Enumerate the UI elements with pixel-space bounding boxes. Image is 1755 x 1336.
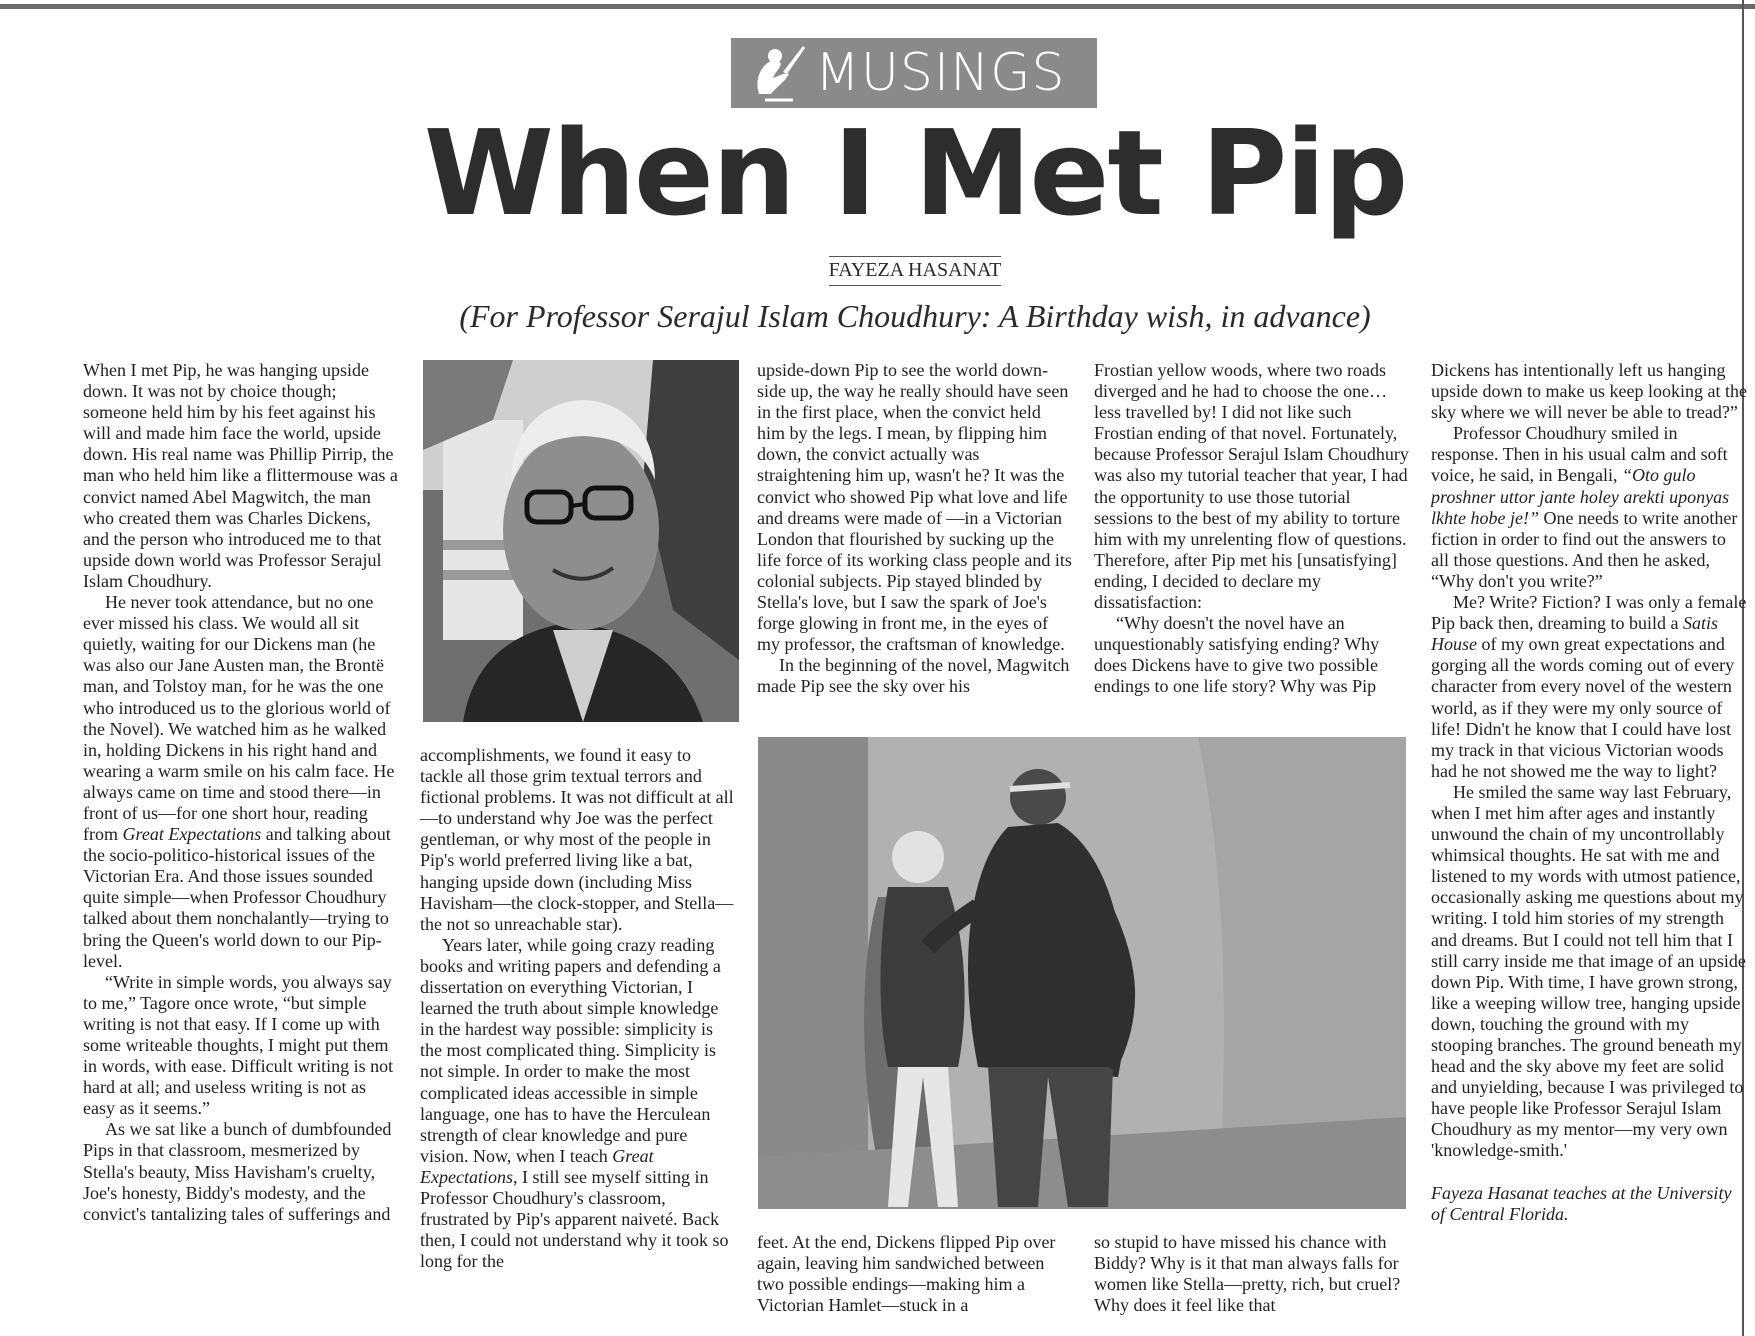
paragraph-text: One needs to write another fiction in order to find out the answers to all those questions. And then he asked, “Why don't you write?” — [1431, 507, 1738, 591]
byline-block — [0, 256, 1755, 286]
paragraph-text: He never took attendance, but no one ever missed his class. We would all sit quietly, waiting for our Dickens man (he was also our Jane Austen man, the Brontë man, and Tolstoy man, for he was the one who introduced us to the glorious world of the Novel). We watched him as he walked in, holding Dickens in his right hand and wearing a warm smile on his calm face. He always came on time and stood there—in front of us—for one short hour, reading from — [83, 592, 395, 845]
section-label: MUSINGS — [815, 43, 1066, 103]
writer-quill-icon — [745, 42, 809, 104]
column-5 — [1431, 360, 1747, 1318]
paragraph-text: , I still see myself sitting in Professor Choudhury's classroom, frustrated by Pip's apparent naiveté. Back then, I could not understand why it took so long for the — [420, 1166, 729, 1272]
paragraph — [420, 935, 736, 1273]
paragraph-text: Me? Write? Fiction? I was only a female Pip back then, dreaming to build a — [1431, 592, 1747, 634]
paragraph: “Why doesn't the novel have an unquestionably satisfying ending? Why does Dickens have to give two possible endings to one life story? Why was Pip — [1094, 613, 1380, 697]
paragraph: In the beginning of the novel, Magwitch made Pip see the sky over his — [757, 655, 1070, 697]
column-2 — [420, 745, 736, 1318]
article-title: When I Met Pip — [423, 104, 1407, 242]
book-title: Great Expectations — [122, 824, 262, 845]
column-1 — [83, 360, 399, 1318]
paragraph: Frostian yellow woods, where two roads diverged and he had to choose the one… less travelled by! I did not like such Frostian ending of that novel. Fortunately, because Professor Serajul Islam Choudhury was also my tutorial teacher that year, I had the opportunity to use those tutorial sessions to the best of my ability to torture him with my unrelenting flow of questions. Therefore, after Pip met his [unsatisfying] ending, I decided to declare my dissatisfaction: — [1094, 360, 1409, 613]
pip-and-convict-illustration — [758, 737, 1406, 1209]
paragraph-text: of my own great expectations and gorging all the words coming out of every character from every novel of the western world, as if they were my only source of life! Didn't he know that I could have lost my track in that vicious Victorian woods had he not showed me the way to light? — [1431, 634, 1735, 781]
paragraph-text: and talking about the socio-politico-historical issues of the Victorian Era. And those issues sounded quite simple—when Professor Choudhury talked about them nonchalantly—trying to bring the Queen's world down to our Pip-level. — [83, 824, 391, 971]
paragraph: He smiled the same way last February, when I met him after ages and instantly unwound the chain of my uncontrollably whimsical thoughts. He sat with me and listened to my words with utmost patience, occasionally asking me questions about my writing. I told him stories of my strength and dreams. But I could not tell him that I still carry inside me that image of an upside down Pip. With time, I have grown strong, like a weeping willow tree, hanging upside down, touching the ground with my stooping branches. The ground beneath my head and the sky above my feet are solid and unyielding, because I was privileged to have people like Professor Serajul Islam Choudhury as my mentor—my very own 'knowledge-smith.' — [1431, 781, 1746, 1161]
book-title: Great Expectations — [420, 1145, 654, 1187]
column-3-top — [757, 360, 1073, 724]
paragraph — [1431, 423, 1747, 592]
paragraph: accomplishments, we found it easy to tackle all those grim textual terrors and fictional problems. It was not difficult at all—to understand why Joe was the perfect gentleman, or why most of the people in Pip's world preferred living like a bat, hanging upside down (including Miss Havisham—the clock-stopper, and Stella—the not so unreachable star). — [420, 745, 734, 934]
book-reference: Satis House — [1431, 613, 1718, 655]
paragraph: feet. At the end, Dickens flipped Pip over again, leaving him sandwiched between two possible endings—making him a Victorian Hamlet—stuck in a — [757, 1232, 1056, 1316]
column-3-bottom — [757, 1232, 1073, 1318]
paragraph: “Write in simple words, you always say to me,” Tagore once wrote, “but simple writing is not that easy. If I come up with some writeable thoughts, I might put them in words, with ease. Difficult writing is not hard at all; and useless writing is not as easy as it seems.” — [83, 971, 394, 1119]
author-portrait-photo — [423, 360, 739, 722]
top-rule — [0, 4, 1755, 9]
paragraph: As we sat like a bunch of dumbfounded Pips in that classroom, mesmerized by Stella's beauty, Miss Havisham's cruelty, Joe's honesty, Biddy's modesty, and the convict's tantalizing tales of sufferings and — [83, 1119, 392, 1224]
column-4-top — [1094, 360, 1410, 724]
paragraph — [83, 592, 399, 972]
paragraph — [1431, 592, 1747, 782]
column-4-bottom — [1094, 1232, 1410, 1318]
paragraph-text: Years later, while going crazy reading books and writing papers and defending a dissertation on everything Victorian, I learned the truth about simple knowledge in the hardest way possible: simplicity is the most complicated thing. Simplicity is not simple. In order to make the most complicated ideas accessible in simple language, one has to have the Herculean strength of clear knowledge and pure vision. Now, when I teach — [420, 934, 721, 1166]
paragraph: When I met Pip, he was hanging upside down. It was not by choice though; someone held him by his feet against his will and made him face the world, upside down. His real name was Phillip Pirrip, the man who held him like a flittermouse was a convict named Abel Magwitch, the man who created them was Charles Dickens, and the person who introduced me to that upside down world was Professor Serajul Islam Choudhury. — [83, 360, 398, 591]
paragraph: upside-down Pip to see the world down-side up, the way he really should have seen in the first place, when the convict held him by the legs. I mean, by flipping him down, the convict actually was straightening him up, wasn't he? It was the convict who showed Pip what love and life and dreams were made of —in a Victorian London that flourished by sucking up the life force of its working class people and its colonial subjects. Pip stayed blinded by Stella's love, but I saw the spark of Joe's forge glowing in front me, in the eyes of my professor, the craftsman of knowledge. — [757, 360, 1072, 655]
author-byline: FAYEZA HASANAT — [829, 256, 1002, 286]
paragraph: so stupid to have missed his chance with Biddy? Why is it that man always falls for women like Stella—pretty, rich, but cruel? Why does it feel like that — [1094, 1232, 1401, 1316]
bengali-quote: “Oto gulo proshner uttor jante holey arekti uponyas lkhte hobe je!” — [1431, 465, 1730, 528]
author-note: Fayeza Hasanat teaches at the University of Central Florida. — [1431, 1182, 1732, 1224]
article-subtitle: (For Professor Serajul Islam Choudhury: A Birthday wish, in advance) — [459, 298, 1371, 334]
paragraph-text: Professor Choudhury smiled in response. Then in his usual calm and soft voice, he said, in Bengali, — [1431, 423, 1728, 486]
paragraph: Dickens has intentionally left us hanging upside down to make us keep looking at the sky where we will never be able to tread?” — [1431, 360, 1747, 423]
